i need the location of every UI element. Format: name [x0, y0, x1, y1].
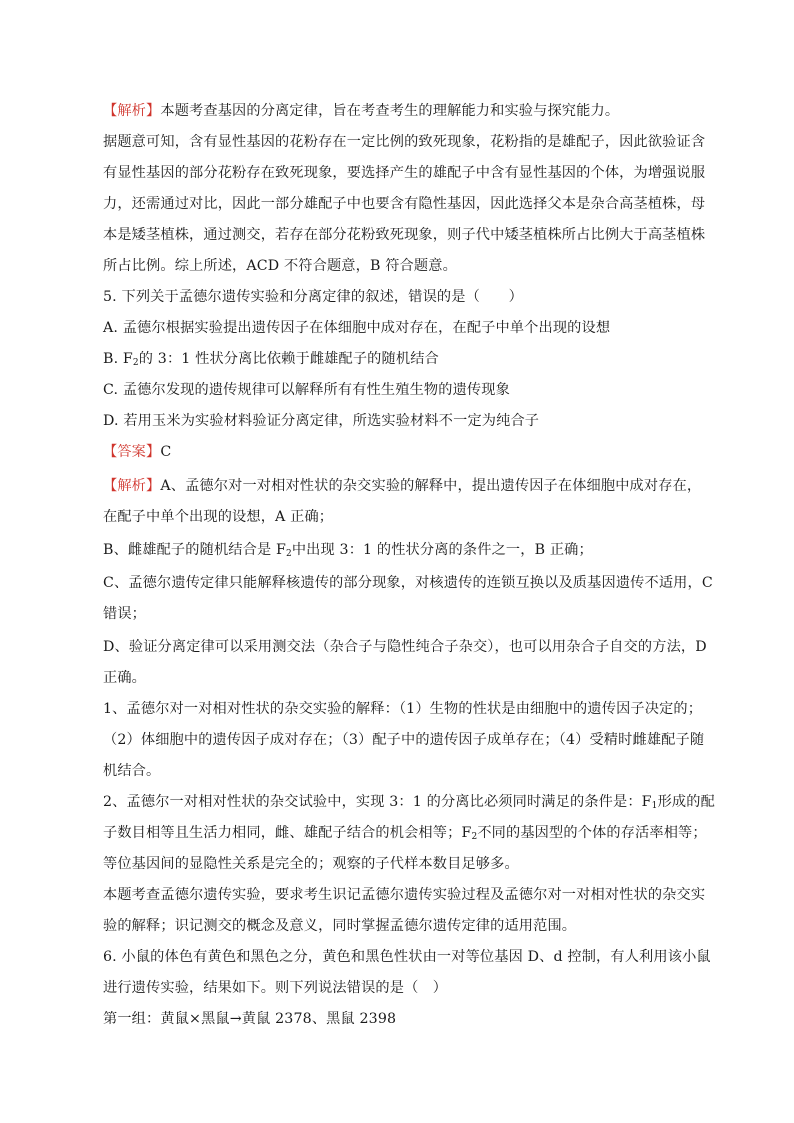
- summary-line2: 验的解释；识记测交的概念及意义，同时掌握孟德尔遗传定律的适用范围。: [103, 918, 577, 934]
- note-1-line2: （2）体细胞中的遗传因子成对存在；（3）配子中的遗传因子成单存在；（4）受精时雌雄配子随: [103, 732, 705, 748]
- note-1-line1: 1、孟德尔对一对相对性状的杂交实验的解释：（1）生物的性状是由细胞中的遗传因子决定的；: [103, 701, 703, 717]
- answer-line: [103, 442, 703, 462]
- analysis-intro: 本题考查基因的分离定律，旨在考查考生的理解能力和实验与探究能力。: [160, 103, 620, 119]
- option-c: C. 孟德尔发现的遗传规律可以解释所有有性生殖生物的遗传现象: [103, 382, 510, 398]
- answer-value: C: [160, 444, 172, 460]
- analysis-c-line1: C、孟德尔遗传定律只能解释核遗传的部分现象，对核遗传的连锁互换以及质基因遗传不适用，C: [103, 575, 713, 591]
- analysis-d-line1: D、验证分离定律可以采用测交法（杂合子与隐性纯合子杂交），也可以用杂合子自交的方法，D: [103, 639, 707, 655]
- analysis-tag: 【解析】: [103, 103, 161, 119]
- question-6-stem-line2: 进行遗传实验，结果如下。则下列说法错误的是（ ）: [103, 980, 448, 996]
- question-6-stem-line1: 6. 小鼠的体色有黄色和黑色之分，黄色和黑色性状由一对等位基因 D、d 控制，有人利用该小鼠: [103, 949, 711, 965]
- option-d: D. 若用玉米为实验材料验证分离定律，所选实验材料不一定为纯合子: [103, 413, 540, 429]
- note-2-line1: 2、孟德尔一对相对性状的杂交试验中，实现 3：1 的分离比必须同时满足的条件是：$F_1$形成的配: [103, 794, 715, 811]
- option-a: A. 孟德尔根据实验提出遗传因子在体细胞中成对存在，在配子中单个出现的设想: [103, 320, 611, 336]
- paragraph-line: 力，还需通过对比，因此一部分雄配子中也要含有隐性基因，因此选择父本是杂合高茎植株，母: [103, 196, 706, 212]
- analysis-a-line1: 【解析】A、孟德尔对一对相对性状的杂交实验的解释中，提出遗传因子在体细胞中成对存在，: [103, 478, 702, 494]
- paragraph-line: 有显性基因的部分花粉存在致死现象，要选择产生的雄配子中含有显性基因的个体，为增强说服: [103, 165, 706, 181]
- summary-line1: 本题考查孟德尔遗传实验，要求考生识记孟德尔遗传实验过程及孟德尔对一对相对性状的杂交实: [103, 887, 706, 903]
- note-2-line3: 等位基因间的显隐性关系是完全的；观察的子代样本数目足够多。: [103, 856, 519, 872]
- analysis-heading: [103, 101, 703, 121]
- paragraph-line: 所占比例。综上所述，ACD 不符合题意，B 符合题意。: [103, 258, 457, 274]
- paragraph-line: 据题意可知，含有显性基因的花粉存在一定比例的致死现象，花粉指的是雄配子，因此欲验证含: [103, 134, 706, 150]
- answer-tag: 【答案】: [103, 444, 161, 460]
- analysis-tag: 【解析】: [103, 478, 161, 494]
- analysis-b: B、雌雄配子的随机结合是 $F_2$中出现 3：1 的性状分离的条件之一，B 正确；: [103, 542, 593, 559]
- question-6-group-1: 第一组：黄鼠×黑鼠→黄鼠 2378、黑鼠 2398: [103, 1011, 397, 1027]
- analysis-c-line2: 错误；: [103, 606, 147, 622]
- note-2-line2: 子数目相等且生活力相同，雌、雄配子结合的机会相等；$F_2$不同的基因型的个体的存活率相等；: [103, 825, 707, 842]
- analysis-d-line2: 正确。: [103, 670, 147, 686]
- option-b: B. $F_2$的 3：1 性状分离比依赖于雌雄配子的随机结合: [103, 351, 439, 368]
- paragraph-line: 本是矮茎植株，通过测交，若存在部分花粉致死现象，则子代中矮茎植株所占比例大于高茎植株: [103, 227, 706, 243]
- note-1-line3: 机结合。: [103, 763, 161, 779]
- analysis-a-line2: 在配子中单个出现的设想，A 正确；: [103, 509, 334, 525]
- question-5-stem: 5. 下列关于孟德尔遗传实验和分离定律的叙述，错误的是（ ）: [103, 289, 523, 305]
